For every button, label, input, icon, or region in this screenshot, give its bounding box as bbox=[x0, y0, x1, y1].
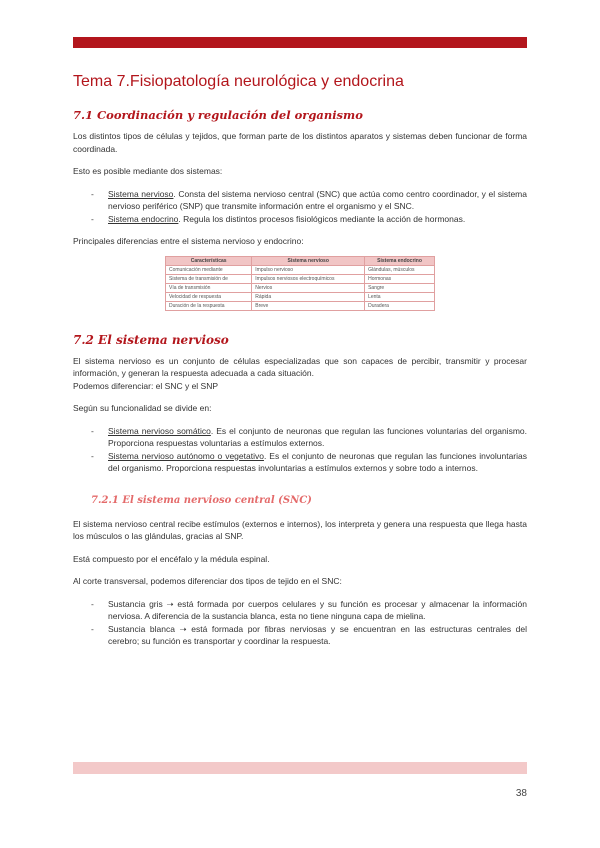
table-cell: Velocidad de respuesta bbox=[166, 292, 252, 301]
tissue-list bbox=[73, 598, 527, 648]
subsection-title-7-2-1: 7.2.1 El sistema nervioso central (SNC) bbox=[91, 494, 312, 506]
page-content bbox=[73, 72, 527, 648]
paragraph: Está compuesto por el encéfalo y la médula espinal. bbox=[73, 553, 270, 564]
table-header-row bbox=[166, 256, 435, 265]
table-cell: Nervios bbox=[252, 283, 365, 292]
list-item-text: . Consta del sistema nervioso central (SNC) que actúa como centro coordinador, y el sistema nervioso periférico (SNP) que transmite información entre el organismo y el SNC. bbox=[108, 188, 527, 211]
table-cell: Sangre bbox=[365, 283, 435, 292]
footer-band bbox=[73, 762, 527, 774]
chapter-title: Tema 7.Fisiopatología neurológica y endocrina bbox=[73, 73, 404, 90]
table-cell: Lenta bbox=[365, 292, 435, 301]
table-cell: Comunicación mediante bbox=[166, 265, 252, 274]
header-band bbox=[73, 37, 527, 48]
table-cell: Vía de transmisión bbox=[166, 283, 252, 292]
list-item-term: Sistema nervioso somático bbox=[108, 425, 211, 436]
table-cell: Sistema de transmisión de bbox=[166, 274, 252, 283]
list-item: - Sustancia blanca ➝ está formada por fibras nerviosas y se encuentran en las estructuras centrales del cerebro; su función es transportar y coordinar la respuesta. bbox=[91, 623, 527, 646]
paragraph: El sistema nervioso central recibe estímulos (externos e internos), los interpreta y genera una respuesta que llega hasta los músculos o las glándulas, gracias al SNP. bbox=[73, 518, 527, 541]
paragraph: Al corte transversal, podemos diferenciar dos tipos de tejido en el SNC: bbox=[73, 576, 342, 586]
systems-list bbox=[73, 188, 527, 226]
list-item-text: . Es el conjunto de neuronas que regulan las funciones voluntarias del organismo. Proporciona respuestas voluntarias a estímulos externos. bbox=[108, 425, 527, 448]
list-item: - Sistema nervioso. Consta del sistema nervioso central (SNC) que actúa como centro coordinador, y el sistema nervioso periférico (SNP) que transmite información entre el organismo y el SNC. bbox=[91, 188, 527, 211]
differences-table bbox=[165, 256, 435, 311]
list-item: - Sistema endocrino. Regula los distintos procesos fisiológicos mediante la acción de hormonas. bbox=[91, 213, 466, 224]
table-header: Sistema endocrino bbox=[365, 256, 435, 265]
list-item-term: Sistema nervioso bbox=[108, 188, 174, 199]
list-item: - Sistema nervioso somático. Es el conjunto de neuronas que regulan las funciones voluntarias del organismo. Proporciona respuestas voluntarias a estímulos externos. bbox=[91, 425, 527, 448]
list-item: - Sustancia gris ➝ está formada por cuerpos celulares y su función es procesar y almacenar la información nerviosa. A diferencia de la sustancia blanca, esta no tiene ninguna capa de mielina. bbox=[91, 598, 527, 621]
list-item: - Sistema nervioso autónomo o vegetativo. Es el conjunto de neuronas que regulan las funciones involuntarias del organismo. Proporciona respuestas involuntarias a estímulos externos y sobre todo a internos. bbox=[91, 450, 527, 473]
page-number: 38 bbox=[515, 788, 527, 799]
table-cell: Duradera bbox=[365, 301, 435, 310]
paragraph: Según su funcionalidad se divide en: bbox=[73, 403, 212, 413]
table-cell: Breve bbox=[252, 301, 365, 310]
list-item-text: Sustancia blanca ➝ está formada por fibras nerviosas y se encuentran en las estructuras centrales del cerebro; su función es transportar y coordinar la respuesta. bbox=[108, 623, 527, 646]
table-cell: Duración de la respuesta bbox=[166, 301, 252, 310]
nervous-system-list bbox=[73, 425, 527, 475]
paragraph: Podemos diferenciar: el SNC y el SNP bbox=[73, 380, 219, 391]
paragraph: Principales diferencias entre el sistema nervioso y endocrino: bbox=[73, 236, 304, 246]
section-title-7-2: 7.2 El sistema nervioso bbox=[73, 332, 229, 347]
table-cell: Impulso nervioso bbox=[252, 265, 365, 274]
paragraph: El sistema nervioso es un conjunto de células especializadas que son capaces de percibir, transmitir y procesar información, y generan la respuesta adecuada a cada situación. bbox=[73, 355, 527, 378]
list-item-text: . Regula los distintos procesos fisiológicos mediante la acción de hormonas. bbox=[178, 213, 466, 224]
list-item-text: . Es el conjunto de neuronas que regulan las funciones involuntarias del organismo. Proporciona respuestas involuntarias a estímulos externos y sobre todo a internos. bbox=[108, 450, 527, 473]
table-cell: Impulsos nerviosos electroquímicos bbox=[252, 274, 365, 283]
table-row bbox=[166, 265, 435, 274]
table-cell: Glándulas, músculos bbox=[365, 265, 435, 274]
table-cell: Rápida bbox=[252, 292, 365, 301]
table-header: Características bbox=[166, 256, 252, 265]
table-header: Sistema nervioso bbox=[252, 256, 365, 265]
table-row bbox=[166, 283, 435, 292]
table-cell: Hormonas bbox=[365, 274, 435, 283]
paragraph: Los distintos tipos de células y tejidos, que forman parte de los distintos aparatos y sistemas deben funcionar de forma coordinada. bbox=[73, 131, 527, 154]
list-item-term: Sistema nervioso autónomo o vegetativo bbox=[108, 450, 264, 461]
table-row bbox=[166, 274, 435, 283]
paragraph: Esto es posible mediante dos sistemas: bbox=[73, 166, 223, 176]
list-item-text: Sustancia gris ➝ está formada por cuerpos celulares y su función es procesar y almacenar la información nerviosa. A diferencia de la sustancia blanca, esta no tiene ninguna capa de mielina. bbox=[108, 598, 527, 621]
section-title-7-1: 7.1 Coordinación y regulación del organismo bbox=[73, 108, 363, 122]
table-row bbox=[166, 301, 435, 310]
list-item-term: Sistema endocrino bbox=[108, 213, 179, 224]
table-row bbox=[166, 292, 435, 301]
